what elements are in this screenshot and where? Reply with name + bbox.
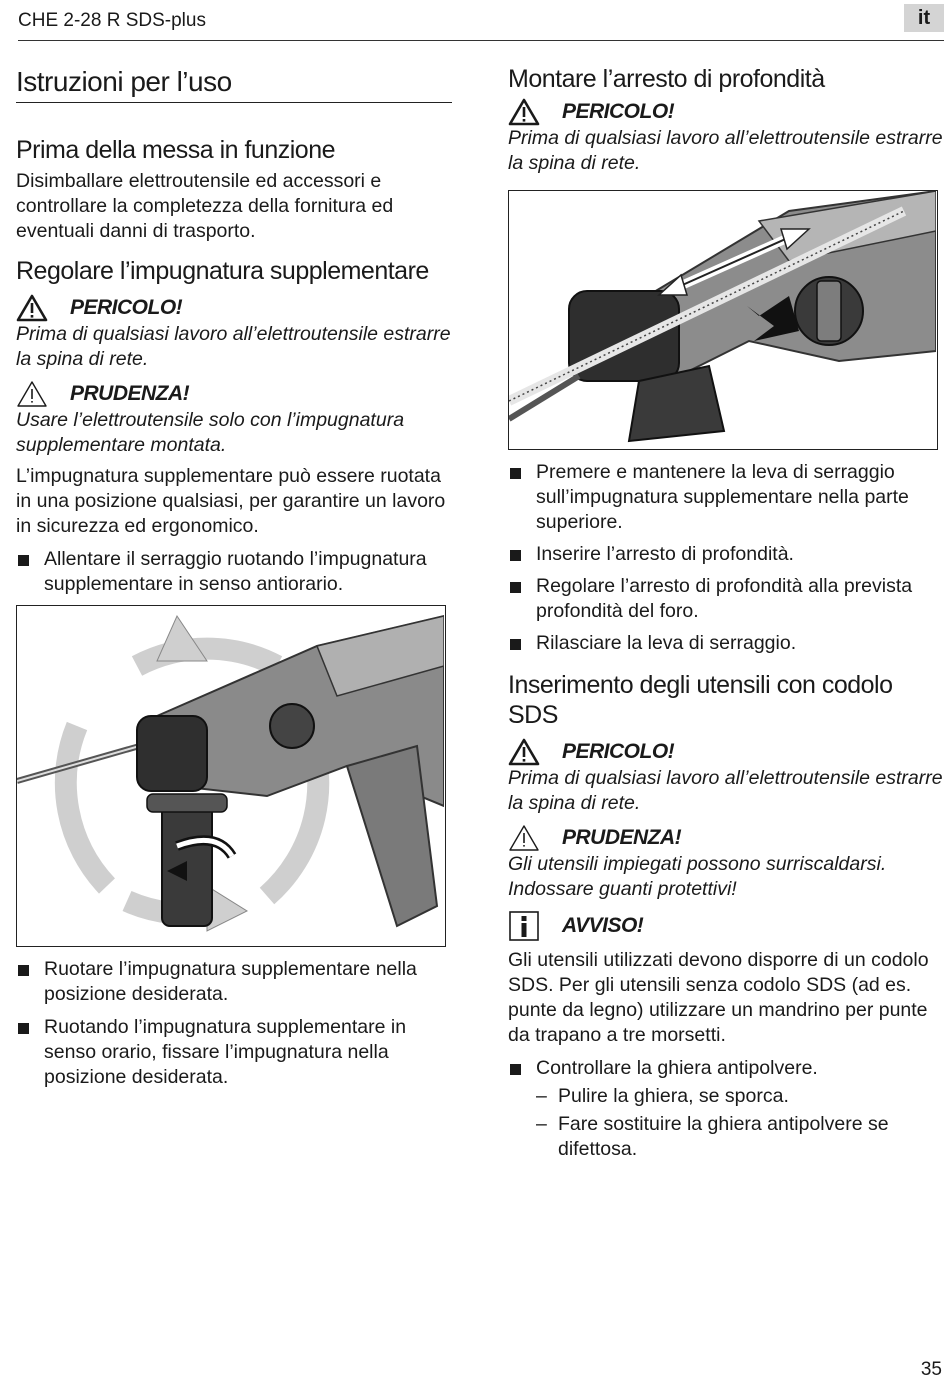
caution-heading [508,824,944,852]
left-column [16,56,452,1090]
dash-list-dust-cap [508,1084,944,1162]
warning-triangle-icon [508,738,540,766]
aux-handle-info: L’impugnatura supplementare può essere ruotata in una posizione qualsiasi, per garantire un lavoro in sicurezza ed ergonomico. [16,465,446,537]
notice-heading [508,910,944,942]
list-item: Allentare il serraggio ruotando l’impugnatura supplementare in senso antiorario. [16,547,452,597]
section-title-before-use: Prima della messa in funzione [16,136,335,164]
list-item: Inserire l’arresto di profondità. [508,542,944,567]
list-item: Premere e mantenere la leva di serraggio sull’impugnatura supplementare nella parte superiore. [508,460,944,535]
list-item: Ruotare l’impugnatura supplementare nella posizione desiderata. [16,957,452,1007]
section-title-aux-handle: Regolare l’impugnatura supplementare [16,257,429,285]
danger-label: PERICOLO! [562,100,675,123]
page-header [18,0,944,41]
caution-label: PRUDENZA! [70,382,190,405]
bullet-list-rotate [16,957,452,1090]
right-column [508,56,944,1162]
list-item: Ruotando l’impugnatura supplementare in senso orario, fissare l’impugnatura nella posizione desiderata. [16,1015,452,1090]
danger-label: PERICOLO! [562,740,675,763]
section-title-sds-tools: Inserimento degli utensili con codolo SDS [508,671,893,729]
list-item: Controllare la ghiera antipolvere. [508,1056,944,1081]
notice-text: Gli utensili utilizzati devono disporre di un codolo SDS. Per gli utensili senza codolo SDS (ad es. punte da legno) utilizzare un mandrino per punte da trapano a tre morsetti. [508,949,929,1046]
language-badge: it [904,4,944,32]
list-item: – Pulire la ghiera, se sporca. [508,1084,944,1109]
bullet-list-depth-stop [508,460,944,656]
caution-heading [16,380,452,408]
main-title: Istruzioni per l’uso [16,66,452,103]
warning-triangle-icon [16,294,48,322]
danger-text: Prima di qualsiasi lavoro all’elettroutensile estrarre la spina di rete. [16,323,451,370]
figure-depth-stop [508,190,938,450]
danger-text: Prima di qualsiasi lavoro all’elettroutensile estrarre la spina di rete. [508,767,943,814]
caution-label: PRUDENZA! [562,826,682,849]
notice-label: AVVISO! [562,914,644,937]
caution-text: Usare l’elettroutensile solo con l’impugnatura supplementare montata. [16,409,405,456]
danger-heading [508,98,944,126]
figure-rotate-handle [16,605,446,947]
list-item: – Fare sostituire la ghiera antipolvere se difettosa. [508,1112,944,1162]
list-item: Rilasciare la leva di serraggio. [508,631,944,656]
drill-handle-illustration [17,606,444,945]
danger-text: Prima di qualsiasi lavoro all’elettroutensile estrarre la spina di rete. [508,127,943,174]
section-title-depth-stop: Montare l’arresto di profondità [508,65,825,93]
danger-heading [16,294,452,322]
document-title: CHE 2-28 R SDS-plus [18,10,206,31]
page-number: 35 [920,1359,942,1380]
warning-triangle-outline-icon [16,380,48,408]
danger-label: PERICOLO! [70,296,183,319]
info-icon [508,910,540,942]
bullet-list-dust-cap [508,1056,944,1081]
warning-triangle-outline-icon [508,824,540,852]
list-item: Regolare l’arresto di profondità alla prevista profondità del foro. [508,574,944,624]
danger-heading [508,738,944,766]
caution-text: Gli utensili impiegati possono surriscaldarsi. Indossare guanti protettivi! [508,853,887,900]
bullet-list-loosen [16,547,452,597]
depth-stop-illustration [509,191,936,448]
section-text-before-use: Disimballare elettroutensile ed accessori e controllare la completezza della fornitura ed eventuali danni di trasporto. [16,170,394,242]
warning-triangle-icon [508,98,540,126]
